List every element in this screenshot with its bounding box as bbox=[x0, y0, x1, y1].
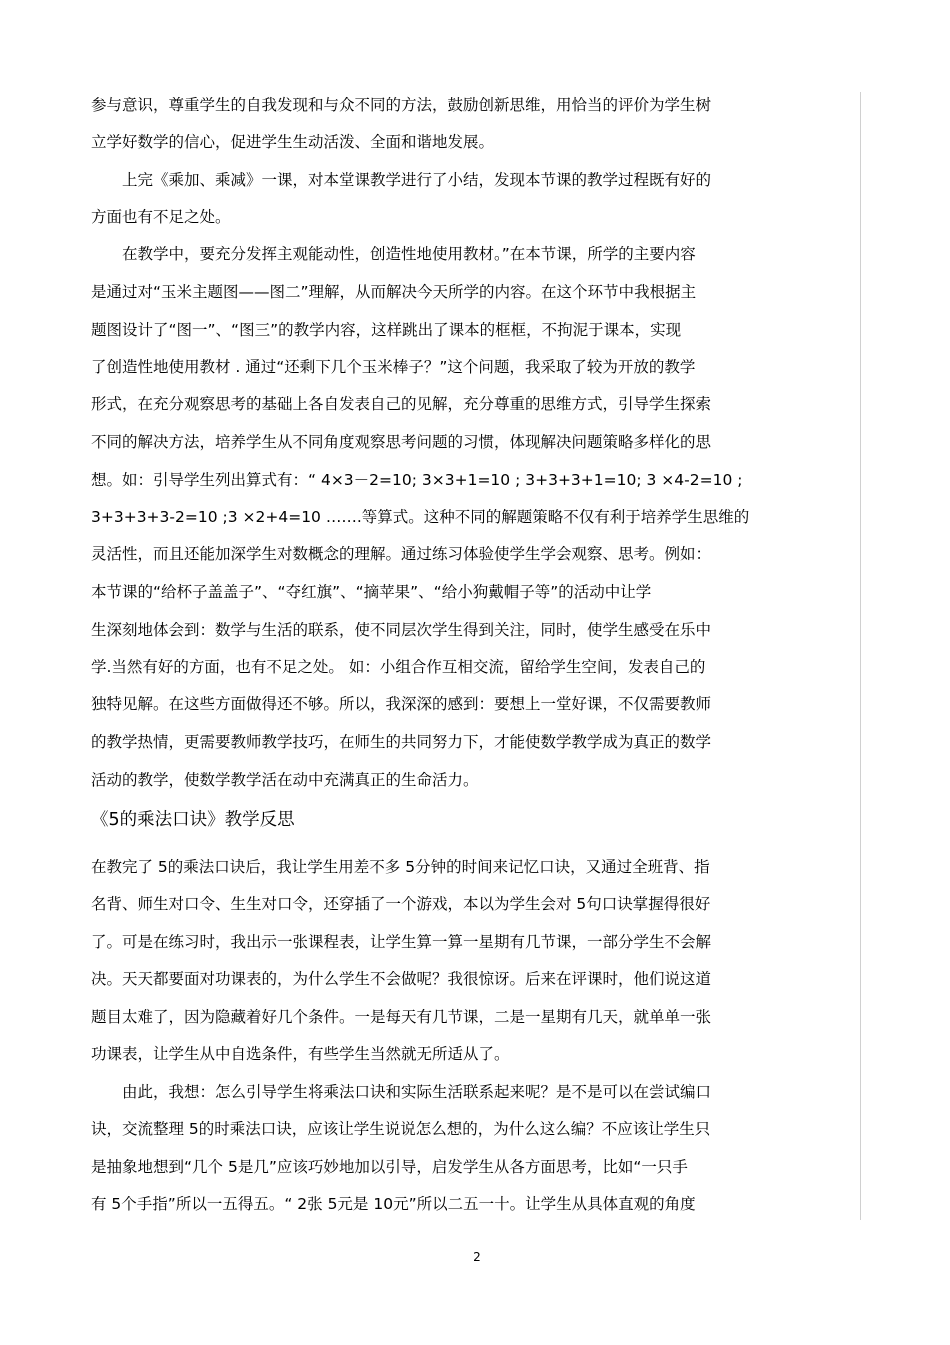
text-line: 学.当然有好的方面，也有不足之处。 如：小组合作互相交流，留给学生空间，发表自己的 bbox=[91, 658, 706, 676]
text-line: 方面也有不足之处。 bbox=[91, 208, 231, 226]
margin-rule bbox=[860, 92, 861, 1220]
text-line: 题图设计了“图一”、“图三”的教学内容，这样跳出了课本的框框，不拘泥于课本，实现 bbox=[91, 321, 682, 339]
text-line: 灵活性，而且还能加深学生对数概念的理解。通过练习体验使学生学会观察、思考。例如： bbox=[91, 545, 712, 563]
text-line: 形式，在充分观察思考的基础上各自发表自己的见解，充分尊重的思维方式，引导学生探索 bbox=[91, 395, 712, 413]
text-line: 生深刻地体会到：数学与生活的联系，使不同层次学生得到关注，同时，使学生感受在乐中 bbox=[91, 621, 712, 639]
page-number: 2 bbox=[473, 1250, 481, 1264]
text-line: 立学好数学的信心，促进学生生动活泼、全面和谐地发展。 bbox=[91, 133, 495, 151]
text-line: 题目太难了，因为隐藏着好几个条件。一是每天有几节课，二是一星期有几天，就单单一张 bbox=[91, 1008, 712, 1026]
text-line: 是通过对“玉米主题图——图二”理解，从而解决今天所学的内容。在这个环节中我根据主 bbox=[91, 283, 697, 301]
text-line: 独特见解。在这些方面做得还不够。所以，我深深的感到：要想上一堂好课，不仅需要教师 bbox=[91, 695, 712, 713]
text-line: 决。天天都要面对功课表的，为什么学生不会做呢？我很惊讶。后来在评课时，他们说这道 bbox=[91, 970, 712, 988]
text-line: 由此，我想：怎么引导学生将乘法口诀和实际生活联系起来呢？是不是可以在尝试编口 bbox=[91, 1083, 712, 1101]
text-line: 是抽象地想到“几个 5是几”应该巧妙地加以引导，启发学生从各方面思考，比如“一只手 bbox=[91, 1158, 688, 1176]
text-line: 本节课的“给杯子盖盖子”、“夺红旗”、“摘苹果”、“给小狗戴帽子等”的活动中让学 bbox=[91, 583, 652, 601]
text-line: 功课表，让学生从中自选条件，有些学生当然就无所适从了。 bbox=[91, 1045, 510, 1063]
text-line: 在教学中，要充分发挥主观能动性，创造性地使用教材。”在本节课，所学的主要内容 bbox=[91, 245, 696, 263]
text-line: 诀，交流整理 5的时乘法口诀，应该让学生说说怎么想的，为什么这么编？不应该让学生只 bbox=[91, 1120, 711, 1138]
section-title: 《5的乘法口诀》教学反思 bbox=[91, 810, 295, 830]
text-line: 有 5个手指”所以一五得五。“ 2张 5元是 10元”所以二五一十。让学生从具体直观的角度 bbox=[91, 1195, 696, 1213]
text-line: 活动的教学，使数学教学活在动中充满真正的生命活力。 bbox=[91, 771, 479, 789]
text-line: 在教完了 5的乘法口诀后，我让学生用差不多 5分钟的时间来记忆口诀，又通过全班背、指 bbox=[91, 858, 710, 876]
text-line: 想。如：引导学生列出算式有：“ 4×3－2=10; 3×3+1=10 ; 3+3+3+1=10; 3 ×4-2=10 ; bbox=[91, 471, 743, 489]
text-line: 的教学热情，更需要教师教学技巧，在师生的共同努力下，才能使数学教学成为真正的数学 bbox=[91, 733, 712, 751]
text-line: 名背、师生对口令、生生对口令，还穿插了一个游戏，本以为学生会对 5句口诀掌握得很好 bbox=[91, 895, 711, 913]
text-line: 了创造性地使用教材 . 通过“还剩下几个玉米棒子？”这个问题，我采取了较为开放的教学 bbox=[91, 358, 696, 376]
text-line: 了。可是在练习时，我出示一张课程表，让学生算一算一星期有几节课，一部分学生不会解 bbox=[91, 933, 712, 951]
text-line: 参与意识，尊重学生的自我发现和与众不同的方法，鼓励创新思维，用恰当的评价为学生树 bbox=[91, 96, 712, 114]
text-line: 3+3+3+3-2=10 ;3 ×2+4=10 …….等算式。这种不同的解题策略不仅有利于培养学生思维的 bbox=[91, 508, 750, 526]
text-line: 上完《乘加、乘减》一课，对本堂课教学进行了小结，发现本节课的教学过程既有好的 bbox=[91, 171, 712, 189]
text-line: 不同的解决方法，培养学生从不同角度观察思考问题的习惯，体现解决问题策略多样化的思 bbox=[91, 433, 712, 451]
